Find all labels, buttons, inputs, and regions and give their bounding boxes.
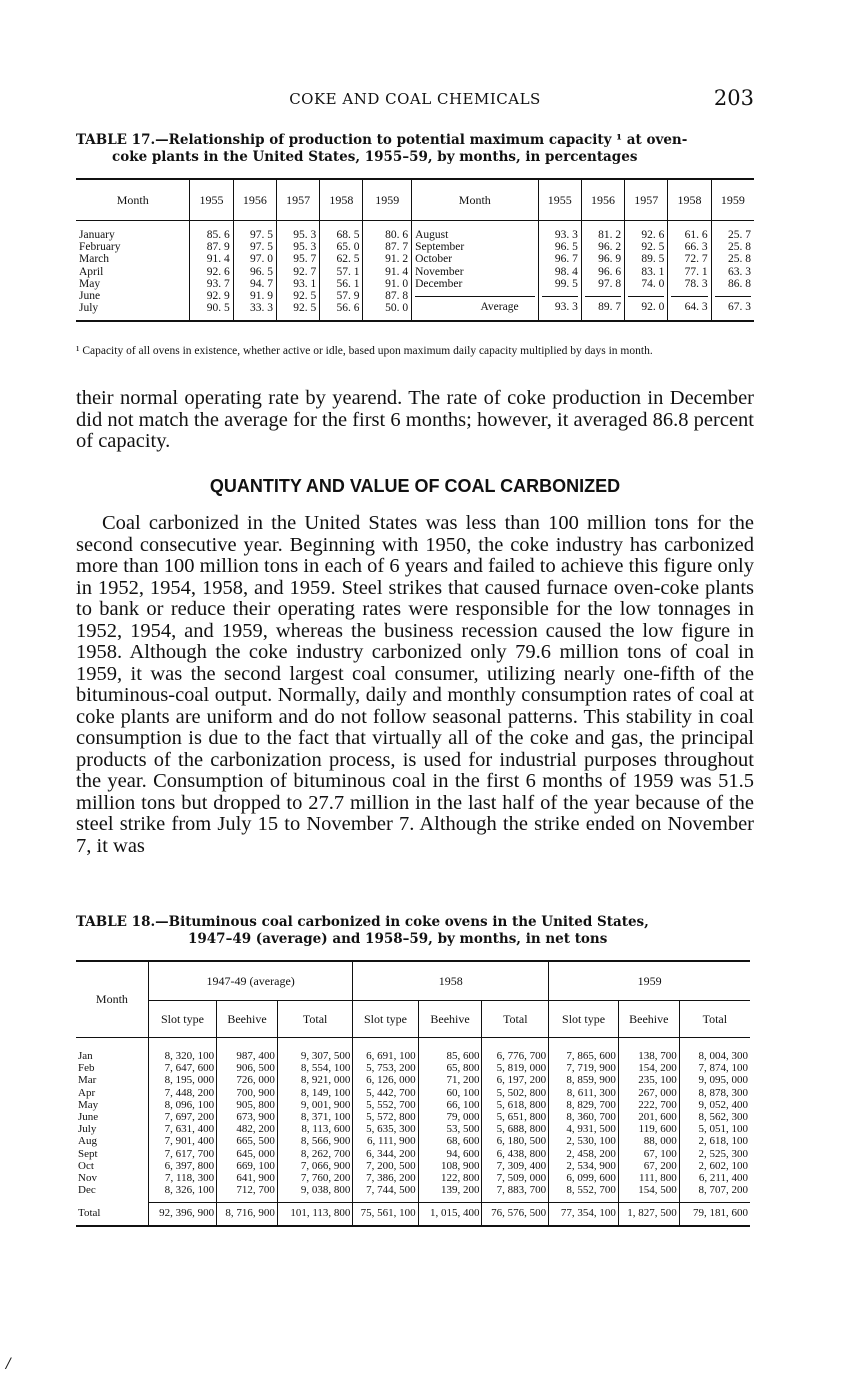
t18-cell: 119, 600 bbox=[638, 1123, 677, 1136]
t18-cell: 2, 602, 100 bbox=[698, 1159, 748, 1172]
t18-cell: 8, 320, 100 bbox=[164, 1050, 215, 1062]
t18-month: Apr bbox=[78, 1086, 96, 1099]
t18-cell: 8, 195, 000 bbox=[164, 1074, 215, 1087]
margin-mark: / bbox=[6, 1356, 11, 1372]
t17-average-value: 67. 3 bbox=[715, 296, 751, 313]
t18-cell: 5, 572, 800 bbox=[366, 1110, 416, 1123]
t17-cell: 91. 4 bbox=[206, 253, 230, 266]
t18-cell: 7, 309, 400 bbox=[496, 1159, 547, 1172]
t17-cell: 96. 5 bbox=[249, 265, 273, 278]
running-title: COKE AND COAL CHEMICALS bbox=[289, 90, 541, 108]
t17-cell: 91. 2 bbox=[385, 253, 409, 266]
t18-cell: 8, 554, 100 bbox=[300, 1062, 351, 1075]
t18-cell: 2, 458, 200 bbox=[566, 1147, 616, 1160]
t17-month: November bbox=[415, 265, 464, 278]
t17-month: January bbox=[79, 229, 115, 241]
t18-cell: 6, 211, 400 bbox=[698, 1171, 748, 1184]
t18-cell: 5, 442, 700 bbox=[366, 1086, 416, 1099]
t17-cell: 96. 2 bbox=[598, 241, 622, 254]
t17-cell: 50. 0 bbox=[385, 302, 409, 315]
t18-cell: 712, 700 bbox=[236, 1184, 275, 1197]
t18-cell: 482, 200 bbox=[236, 1123, 275, 1136]
t17-cell: 25. 7 bbox=[728, 229, 751, 241]
t17-cell: 83. 1 bbox=[641, 265, 665, 278]
t17-cell: 61. 6 bbox=[684, 229, 708, 241]
t17-col-1956-right bbox=[581, 221, 624, 322]
t18-cell: 85, 600 bbox=[446, 1050, 480, 1062]
t18-cell: 7, 631, 400 bbox=[164, 1123, 215, 1136]
table-17-body-row bbox=[76, 221, 754, 322]
table-18-caption bbox=[76, 914, 754, 948]
t18-cell: 5, 502, 800 bbox=[496, 1086, 547, 1099]
t18-months-column bbox=[76, 1038, 148, 1203]
t18-cell: 6, 438, 800 bbox=[496, 1147, 547, 1160]
t18-total-label: Total bbox=[76, 1203, 148, 1227]
t18-cell: 65, 800 bbox=[446, 1062, 480, 1075]
table-18-caption-line1: TABLE 18.—Bituminous coal carbonized in coke ovens in the United States, bbox=[76, 914, 649, 930]
t17-month: September bbox=[415, 241, 465, 254]
t18-cell: 8, 829, 700 bbox=[566, 1098, 616, 1111]
t18-cell: 8, 004, 300 bbox=[698, 1050, 748, 1062]
t17-col-1955-left bbox=[190, 221, 233, 322]
t17-cell: 96. 5 bbox=[554, 241, 578, 254]
t18-cell: 9, 038, 800 bbox=[300, 1184, 351, 1197]
t17-cell: 62. 5 bbox=[336, 253, 360, 266]
t17-header-1957-right: 1957 bbox=[625, 179, 668, 221]
t17-cell: 96. 7 bbox=[554, 253, 578, 266]
t17-average-value: 89. 7 bbox=[585, 296, 621, 313]
t18-cell: 700, 900 bbox=[236, 1086, 275, 1099]
t17-cell: 92. 9 bbox=[206, 289, 230, 302]
t18-cell: 9, 095, 000 bbox=[698, 1074, 748, 1087]
t18-subheader: Slot type bbox=[549, 1001, 619, 1038]
t18-cell: 8, 566, 900 bbox=[300, 1135, 351, 1148]
t18-cell: 53, 500 bbox=[446, 1123, 480, 1136]
t18-cell: 71, 200 bbox=[446, 1074, 480, 1087]
t17-cell: 91. 4 bbox=[385, 265, 409, 278]
t18-header-month: Month bbox=[76, 961, 148, 1038]
t18-month: Aug bbox=[78, 1135, 97, 1148]
t18-cell: 2, 525, 300 bbox=[698, 1147, 748, 1160]
t18-cell: 267, 000 bbox=[638, 1086, 677, 1099]
t18-cell: 122, 800 bbox=[440, 1171, 480, 1184]
t18-cell: 5, 552, 700 bbox=[366, 1098, 416, 1111]
t18-cell: 5, 618, 800 bbox=[496, 1098, 547, 1111]
t18-col-avg-total bbox=[277, 1038, 352, 1203]
t17-cell: 97. 0 bbox=[249, 253, 273, 266]
t18-cell: 8, 707, 200 bbox=[698, 1184, 748, 1197]
t17-header-1957-left: 1957 bbox=[276, 179, 319, 221]
t17-header-1955-right: 1955 bbox=[538, 179, 581, 221]
t17-cell: 91. 0 bbox=[385, 277, 409, 290]
t18-cell: 2, 534, 900 bbox=[566, 1159, 616, 1172]
t18-cell: 8, 611, 300 bbox=[566, 1086, 616, 1099]
t18-cell: 645, 000 bbox=[236, 1147, 275, 1160]
table-18-caption-line2: 1947–49 (average) and 1958–59, by months, in net tons bbox=[188, 931, 608, 947]
t18-cell: 108, 900 bbox=[440, 1159, 480, 1172]
table-17-header-row bbox=[76, 179, 754, 221]
t17-cell: 95. 3 bbox=[293, 229, 317, 241]
t17-cell: 85. 6 bbox=[206, 229, 230, 241]
t18-cell: 8, 552, 700 bbox=[566, 1184, 616, 1197]
t17-cell: 93. 3 bbox=[554, 229, 578, 241]
t17-average-value: 64. 3 bbox=[671, 296, 707, 313]
table-18-subheader-row bbox=[76, 1001, 750, 1038]
t18-cell: 8, 149, 100 bbox=[300, 1086, 351, 1099]
t18-col-1958-slot bbox=[353, 1038, 418, 1203]
t18-total-cell: 77, 354, 100 bbox=[549, 1203, 619, 1227]
t18-cell: 7, 200, 500 bbox=[366, 1159, 416, 1172]
t17-cell: 92. 6 bbox=[641, 229, 665, 241]
table-18-month-rows bbox=[76, 1038, 750, 1203]
t17-col-1958-left bbox=[320, 221, 363, 322]
table-17-caption bbox=[76, 132, 754, 166]
t17-cell: 25. 8 bbox=[728, 241, 751, 254]
t17-header-month-right: Month bbox=[412, 179, 539, 221]
table-18 bbox=[76, 960, 750, 1227]
t18-cell: 7, 874, 100 bbox=[698, 1062, 748, 1075]
t17-average-value: 92. 0 bbox=[628, 296, 664, 313]
t17-average-label: Average bbox=[415, 296, 535, 313]
t18-cell: 138, 700 bbox=[638, 1050, 677, 1062]
t18-cell: 6, 776, 700 bbox=[496, 1050, 547, 1062]
t18-total-cell: 75, 561, 100 bbox=[353, 1203, 418, 1227]
t18-cell: 6, 126, 000 bbox=[366, 1074, 416, 1087]
t18-cell: 235, 100 bbox=[638, 1074, 677, 1087]
t17-col-1958-right bbox=[668, 221, 711, 322]
t18-cell: 6, 344, 200 bbox=[366, 1147, 416, 1160]
t18-cell: 8, 921, 000 bbox=[300, 1074, 351, 1087]
t18-col-avg-beehive bbox=[217, 1038, 278, 1203]
t17-month: February bbox=[79, 241, 121, 254]
t17-cell: 56. 1 bbox=[336, 277, 360, 290]
t17-cell: 97. 8 bbox=[598, 277, 622, 290]
t17-header-1959-right: 1959 bbox=[711, 179, 754, 221]
t17-cell: 87. 8 bbox=[385, 289, 409, 302]
t17-month: August bbox=[415, 229, 449, 241]
t17-cell: 99. 5 bbox=[554, 277, 578, 290]
t17-month: December bbox=[415, 277, 463, 290]
t18-cell: 8, 113, 600 bbox=[301, 1123, 351, 1136]
t18-cell: 8, 096, 100 bbox=[164, 1098, 215, 1111]
t17-cell: 95. 7 bbox=[293, 253, 317, 266]
t17-cell: 97. 5 bbox=[249, 241, 273, 254]
t18-group-1958: 1958 bbox=[353, 961, 549, 1001]
t18-cell: 673, 900 bbox=[236, 1110, 275, 1123]
t18-subheader: Beehive bbox=[618, 1001, 679, 1038]
t17-months-left bbox=[76, 221, 190, 322]
t17-cell: 97. 5 bbox=[249, 229, 273, 241]
t17-header-month-left: Month bbox=[76, 179, 190, 221]
t18-col-1959-slot bbox=[549, 1038, 619, 1203]
t17-col-1959-left bbox=[363, 221, 412, 322]
t18-cell: 2, 618, 100 bbox=[698, 1135, 748, 1148]
t18-cell: 8, 562, 300 bbox=[698, 1110, 748, 1123]
t18-cell: 8, 371, 100 bbox=[300, 1110, 351, 1123]
t17-cell: 80. 6 bbox=[385, 229, 409, 241]
t17-month: April bbox=[79, 265, 104, 278]
t18-month: Oct bbox=[78, 1159, 94, 1172]
t18-cell: 7, 760, 200 bbox=[300, 1171, 351, 1184]
t18-cell: 7, 697, 200 bbox=[164, 1110, 215, 1123]
t17-header-1958-right: 1958 bbox=[668, 179, 711, 221]
t18-cell: 6, 111, 900 bbox=[366, 1135, 416, 1148]
t17-month: May bbox=[79, 277, 101, 290]
t18-total-cell: 101, 113, 800 bbox=[277, 1203, 352, 1227]
t18-cell: 8, 262, 700 bbox=[300, 1147, 351, 1160]
t17-cell: 66. 3 bbox=[684, 241, 708, 254]
t18-cell: 94, 600 bbox=[446, 1147, 480, 1160]
t17-cell: 72. 7 bbox=[684, 253, 708, 266]
t18-cell: 5, 688, 800 bbox=[496, 1123, 547, 1136]
t18-cell: 906, 500 bbox=[236, 1062, 275, 1075]
t18-subheader: Total bbox=[679, 1001, 750, 1038]
t18-cell: 5, 819, 000 bbox=[496, 1062, 547, 1075]
t18-cell: 7, 883, 700 bbox=[496, 1184, 547, 1197]
t17-cell: 95. 3 bbox=[293, 241, 317, 254]
t18-cell: 8, 326, 100 bbox=[164, 1184, 215, 1197]
t18-cell: 7, 719, 900 bbox=[566, 1062, 616, 1075]
t17-cell: 96. 9 bbox=[598, 253, 622, 266]
t18-cell: 7, 901, 400 bbox=[164, 1135, 215, 1148]
t17-cell: 92. 6 bbox=[206, 265, 230, 278]
t17-month: June bbox=[79, 289, 101, 302]
running-head bbox=[76, 86, 754, 112]
t17-header-1958-left: 1958 bbox=[320, 179, 363, 221]
t18-cell: 8, 878, 300 bbox=[698, 1086, 748, 1099]
t18-cell: 7, 744, 500 bbox=[366, 1184, 416, 1197]
t18-month: Feb bbox=[78, 1062, 95, 1075]
t17-month: March bbox=[79, 253, 110, 266]
t18-subheader: Slot type bbox=[353, 1001, 418, 1038]
table-17-caption-line2: coke plants in the United States, 1955–59, by months, in percentages bbox=[112, 149, 638, 165]
t17-cell: 78. 3 bbox=[684, 277, 708, 290]
t17-header-1956-left: 1956 bbox=[233, 179, 276, 221]
t18-cell: 5, 753, 200 bbox=[366, 1062, 416, 1075]
t18-cell: 154, 500 bbox=[638, 1184, 677, 1197]
t18-cell: 8, 859, 900 bbox=[566, 1074, 616, 1087]
t18-cell: 79, 000 bbox=[446, 1110, 480, 1123]
t18-cell: 5, 635, 300 bbox=[366, 1123, 416, 1136]
t17-cell: 92. 5 bbox=[641, 241, 665, 254]
t18-col-1958-beehive bbox=[418, 1038, 482, 1203]
t18-total-cell: 1, 827, 500 bbox=[618, 1203, 679, 1227]
t18-cell: 7, 066, 900 bbox=[300, 1159, 351, 1172]
t18-col-1959-beehive bbox=[618, 1038, 679, 1203]
t18-subheader: Slot type bbox=[148, 1001, 216, 1038]
t18-cell: 7, 647, 600 bbox=[164, 1062, 215, 1075]
t17-cell: 93. 1 bbox=[293, 277, 317, 290]
t18-cell: 8, 360, 700 bbox=[566, 1110, 616, 1123]
t17-cell: 25. 8 bbox=[728, 253, 751, 266]
t18-month: Jan bbox=[78, 1050, 93, 1062]
t18-cell: 67, 100 bbox=[643, 1147, 677, 1160]
t17-col-1955-right bbox=[538, 221, 581, 322]
t18-cell: 9, 307, 500 bbox=[300, 1050, 351, 1062]
t17-cell: 81. 2 bbox=[598, 229, 622, 241]
t18-month: June bbox=[78, 1110, 99, 1123]
t17-cell: 94. 7 bbox=[249, 277, 273, 290]
t18-cell: 665, 500 bbox=[236, 1135, 275, 1148]
t17-cell: 65. 0 bbox=[336, 241, 360, 254]
page-number: 203 bbox=[713, 86, 754, 110]
t17-cell: 98. 4 bbox=[554, 265, 578, 278]
t18-group-1947-49: 1947-49 (average) bbox=[148, 961, 353, 1001]
table-17-caption-line1: TABLE 17.—Relationship of production to potential maximum capacity ¹ at oven- bbox=[76, 132, 688, 148]
t18-cell: 6, 180, 500 bbox=[496, 1135, 547, 1148]
t17-cell: 91. 9 bbox=[249, 289, 273, 302]
t18-group-1959: 1959 bbox=[549, 961, 750, 1001]
t18-cell: 987, 400 bbox=[236, 1050, 275, 1062]
t17-cell: 63. 3 bbox=[728, 265, 751, 278]
t17-header-1955-left: 1955 bbox=[190, 179, 233, 221]
t17-cell: 92. 5 bbox=[293, 289, 317, 302]
t17-cell: 57. 9 bbox=[336, 289, 360, 302]
t18-cell: 60, 100 bbox=[446, 1086, 480, 1099]
t18-cell: 66, 100 bbox=[446, 1098, 480, 1111]
t18-total-cell: 76, 576, 500 bbox=[482, 1203, 549, 1227]
t17-cell: 92. 5 bbox=[293, 302, 317, 315]
t17-months-right bbox=[412, 221, 539, 322]
t17-month: July bbox=[79, 302, 99, 315]
t17-cell: 90. 5 bbox=[206, 302, 230, 315]
t18-subheader: Beehive bbox=[217, 1001, 278, 1038]
t18-cell: 88, 000 bbox=[643, 1135, 677, 1148]
t18-col-avg-slot bbox=[148, 1038, 216, 1203]
t17-cell: 68. 5 bbox=[336, 229, 360, 241]
t18-cell: 201, 600 bbox=[638, 1110, 677, 1123]
t18-month: Sept bbox=[78, 1147, 98, 1160]
section-heading: QUANTITY AND VALUE OF COAL CARBONIZED bbox=[209, 476, 621, 496]
t17-col-1957-left bbox=[276, 221, 319, 322]
t18-cell: 111, 800 bbox=[639, 1171, 677, 1184]
table-17-footnote: ¹ Capacity of all ovens in existence, whether active or idle, based upon maximum daily capacity multiplied by days in month. bbox=[76, 345, 653, 357]
t18-month: Mar bbox=[78, 1074, 97, 1087]
t18-col-1958-total bbox=[482, 1038, 549, 1203]
t18-cell: 905, 800 bbox=[236, 1098, 275, 1111]
t17-cell: 74. 0 bbox=[641, 277, 665, 290]
t18-cell: 641, 900 bbox=[236, 1171, 275, 1184]
t18-cell: 669, 100 bbox=[236, 1159, 275, 1172]
t18-cell: 154, 200 bbox=[638, 1062, 677, 1075]
t17-average-value: 93. 3 bbox=[542, 296, 578, 313]
t18-total-cell: 1, 015, 400 bbox=[418, 1203, 482, 1227]
t17-cell: 56. 6 bbox=[336, 302, 360, 315]
t17-cell: 86. 8 bbox=[728, 277, 751, 290]
t18-subheader: Total bbox=[277, 1001, 352, 1038]
t18-cell: 68, 600 bbox=[446, 1135, 480, 1148]
t17-header-1956-right: 1956 bbox=[581, 179, 624, 221]
t18-cell: 9, 001, 900 bbox=[300, 1098, 351, 1111]
t18-total-cell: 92, 396, 900 bbox=[148, 1203, 216, 1227]
t17-cell: 77. 1 bbox=[684, 265, 708, 278]
t17-cell: 89. 5 bbox=[641, 253, 665, 266]
t17-month: October bbox=[415, 253, 453, 266]
paragraph-coal-carbonized: Coal carbonized in the United States was less than 100 million tons for the second consecutive year. Beginning with 1950, the coke industry has carbonized more than 100 million tons in each of 6 years and failed to achieve this figure only in 1952, 1954, 1958, and 1959. Steel strikes that caused furnace oven-coke plants to bank or reduce their operating rates were responsible for the low tonnages in 1952, 1954, and 1959, whereas the business recession caused the low figure in 1958. Although the coke industry carbonized only 79.6 million tons of coal in 1959, it was the second largest coal consumer, utilizing nearly one-fifth of the bituminous-coal output. Normally, daily and monthly consumption rates of coal at coke plants are uniform and do not follow seasonal patterns. This stability in coal consumption is due to the fact that virtually all of the coke and gas, the principal products of the carbonization process, is used for industrial purposes throughout the year. Consumption of bituminous coal in the first 6 months of 1959 was 51.5 million tons but dropped to 27.7 million in the last half of the year because of the steel strike from July 15 to November 7. Although the strike ended on November 7, it was bbox=[76, 512, 754, 857]
t18-cell: 6, 197, 200 bbox=[496, 1074, 547, 1087]
t18-cell: 4, 931, 500 bbox=[566, 1123, 616, 1136]
t18-cell: 7, 865, 600 bbox=[566, 1050, 616, 1062]
t18-cell: 222, 700 bbox=[638, 1098, 677, 1111]
t17-col-1957-right bbox=[625, 221, 668, 322]
t18-cell: 726, 000 bbox=[236, 1074, 275, 1087]
t18-cell: 6, 099, 600 bbox=[566, 1171, 616, 1184]
t17-cell: 93. 7 bbox=[206, 277, 230, 290]
t17-cell: 57. 1 bbox=[336, 265, 360, 278]
t18-subheader: Beehive bbox=[418, 1001, 482, 1038]
t18-month: Dec bbox=[78, 1184, 96, 1197]
t17-header-1959-left: 1959 bbox=[363, 179, 412, 221]
t18-cell: 2, 530, 100 bbox=[566, 1135, 616, 1148]
table-18-total-row bbox=[76, 1203, 750, 1227]
paragraph-continuation: their normal operating rate by yearend. The rate of coke production in December did not match the average for the first 6 months; however, it averaged 86.8 percent of capacity. bbox=[76, 387, 754, 452]
t17-cell: 87. 9 bbox=[206, 241, 230, 254]
t18-cell: 9, 052, 400 bbox=[698, 1098, 748, 1111]
table-18-group-header-row bbox=[76, 961, 750, 1001]
t18-total-cell: 79, 181, 600 bbox=[679, 1203, 750, 1227]
t18-cell: 139, 200 bbox=[440, 1184, 480, 1197]
t18-cell: 7, 118, 300 bbox=[164, 1171, 215, 1184]
t18-cell: 6, 397, 800 bbox=[164, 1159, 215, 1172]
t18-subheader: Total bbox=[482, 1001, 549, 1038]
t18-cell: 5, 051, 100 bbox=[698, 1123, 748, 1136]
t17-col-1956-left bbox=[233, 221, 276, 322]
t18-total-cell: 8, 716, 900 bbox=[217, 1203, 278, 1227]
t18-cell: 6, 691, 100 bbox=[366, 1050, 416, 1062]
t17-cell: 87. 7 bbox=[385, 241, 409, 254]
t17-cell: 96. 6 bbox=[598, 265, 622, 278]
t18-col-1959-total bbox=[679, 1038, 750, 1203]
t18-cell: 7, 386, 200 bbox=[366, 1171, 416, 1184]
t17-col-1959-right bbox=[711, 221, 754, 322]
t17-cell: 33. 3 bbox=[249, 302, 273, 315]
table-17 bbox=[76, 178, 754, 322]
t18-month: Nov bbox=[78, 1171, 97, 1184]
t18-cell: 67, 200 bbox=[643, 1159, 677, 1172]
t18-cell: 7, 617, 700 bbox=[164, 1147, 215, 1160]
t18-cell: 5, 651, 800 bbox=[496, 1110, 547, 1123]
t18-cell: 7, 448, 200 bbox=[164, 1086, 215, 1099]
t17-cell: 92. 7 bbox=[293, 265, 317, 278]
t18-month: May bbox=[78, 1098, 99, 1111]
t18-month: July bbox=[78, 1123, 97, 1136]
t18-cell: 7, 509, 000 bbox=[496, 1171, 547, 1184]
